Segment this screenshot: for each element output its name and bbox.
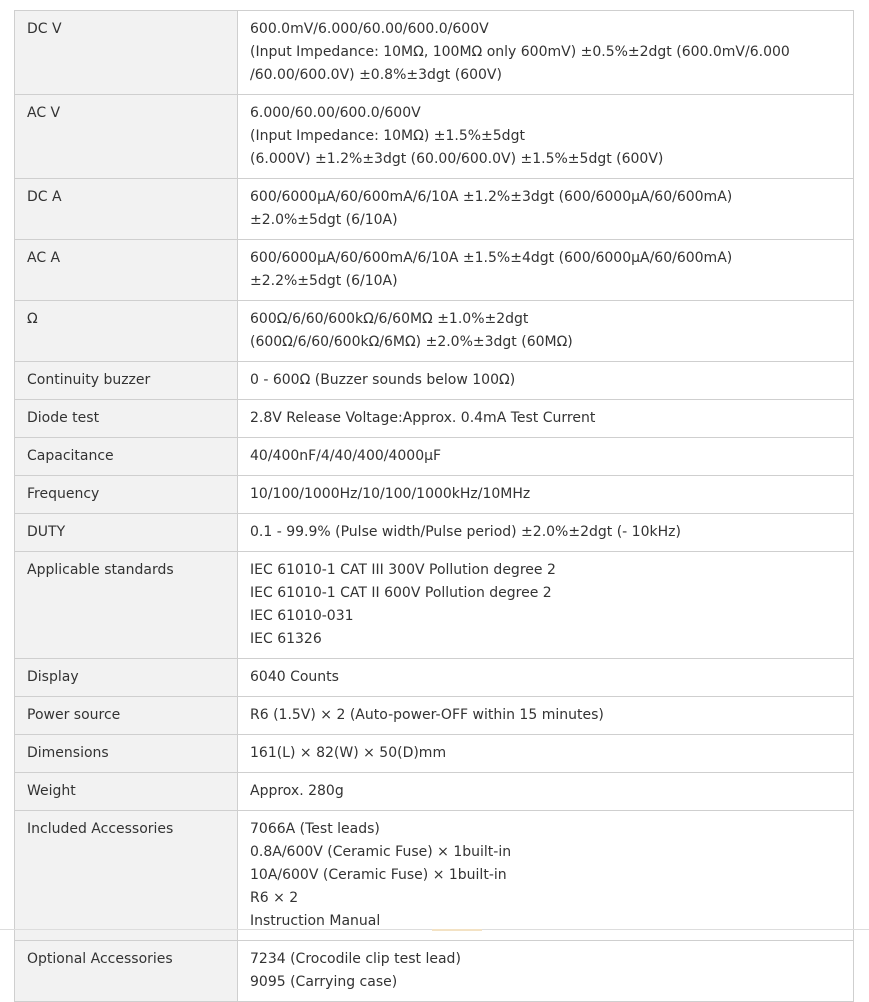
spec-row (15, 773, 854, 811)
spec-value-line: IEC 61010-1 CAT III 300V Pollution degree 2 (250, 562, 556, 578)
spec-label-cell (15, 95, 238, 179)
spec-value-line: IEC 61010-1 CAT II 600V Pollution degree 2 (250, 585, 552, 601)
spec-value-line: IEC 61010-031 (250, 608, 354, 624)
spec-value-cell (238, 659, 854, 697)
spec-value-line: 0.1 - 99.9% (Pulse width/Pulse period) ±2.0%±2dgt (- 10kHz) (250, 524, 681, 540)
spec-label-cell (15, 773, 238, 811)
spec-value-line: 7066A (Test leads) (250, 821, 380, 837)
spec-label: DC V (27, 21, 62, 37)
specifications-table (14, 10, 854, 1002)
spec-value-cell (238, 438, 854, 476)
spec-value-line: Instruction Manual (250, 913, 381, 929)
spec-value-cell (238, 301, 854, 362)
spec-value-line: 6.000/60.00/600.0/600V (250, 105, 421, 121)
spec-row (15, 11, 854, 95)
spec-row (15, 179, 854, 240)
spec-value-line: 600Ω/6/60/600kΩ/6/60MΩ ±1.0%±2dgt (250, 311, 529, 327)
spec-value-cell (238, 773, 854, 811)
spec-label-cell (15, 301, 238, 362)
spec-row (15, 941, 854, 1002)
spec-value-line: ±2.0%±5dgt (6/10A) (250, 212, 398, 228)
spec-label: Ω (27, 311, 38, 327)
spec-label: Capacitance (27, 448, 114, 464)
spec-label-cell (15, 941, 238, 1002)
spec-label: Power source (27, 707, 121, 723)
spec-value-cell (238, 400, 854, 438)
spec-row (15, 476, 854, 514)
spec-value-cell (238, 697, 854, 735)
spec-value-line: 2.8V Release Voltage:Approx. 0.4mA Test Current (250, 410, 596, 426)
spec-label-cell (15, 400, 238, 438)
page-bottom-divider-accent (432, 929, 482, 931)
spec-label-cell (15, 514, 238, 552)
spec-value-line: Approx. 280g (250, 783, 344, 799)
spec-label-cell (15, 11, 238, 95)
spec-value-line: 161(L) × 82(W) × 50(D)mm (250, 745, 447, 761)
spec-row (15, 552, 854, 659)
spec-label: Frequency (27, 486, 100, 502)
spec-value-cell (238, 11, 854, 95)
spec-label-cell (15, 697, 238, 735)
spec-label-cell (15, 438, 238, 476)
spec-label: Weight (27, 783, 76, 799)
spec-value-line: IEC 61326 (250, 631, 322, 647)
spec-label: DC A (27, 189, 62, 205)
spec-label: Dimensions (27, 745, 109, 761)
spec-value-line: 6040 Counts (250, 669, 339, 685)
spec-label: Included Accessories (27, 821, 174, 837)
spec-value-cell (238, 476, 854, 514)
spec-value-line: 600/6000μA/60/600mA/6/10A ±1.2%±3dgt (600/6000μA/60/600mA) (250, 189, 733, 205)
spec-row (15, 697, 854, 735)
spec-value-cell (238, 552, 854, 659)
spec-label-cell (15, 552, 238, 659)
spec-value-line: ±2.2%±5dgt (6/10A) (250, 273, 398, 289)
spec-label: DUTY (27, 524, 66, 540)
spec-value-line: 10/100/1000Hz/10/100/1000kHz/10MHz (250, 486, 531, 502)
spec-label: Continuity buzzer (27, 372, 151, 388)
spec-label: Optional Accessories (27, 951, 173, 967)
spec-value-line: (6.000V) ±1.2%±3dgt (60.00/600.0V) ±1.5%±5dgt (600V) (250, 151, 664, 167)
spec-label: Display (27, 669, 79, 685)
spec-value-cell (238, 811, 854, 941)
spec-label-cell (15, 811, 238, 941)
spec-value-cell (238, 362, 854, 400)
spec-value-line: (Input Impedance: 10MΩ) ±1.5%±5dgt (250, 128, 525, 144)
spec-row (15, 514, 854, 552)
spec-row (15, 240, 854, 301)
spec-label-cell (15, 735, 238, 773)
spec-value-cell (238, 240, 854, 301)
spec-label-cell (15, 476, 238, 514)
spec-label: AC V (27, 105, 61, 121)
spec-value-line: 9095 (Carrying case) (250, 974, 398, 990)
spec-label: AC A (27, 250, 61, 266)
spec-value-cell (238, 735, 854, 773)
spec-value-line: 10A/600V (Ceramic Fuse) × 1built-in (250, 867, 507, 883)
spec-row (15, 659, 854, 697)
spec-value-cell (238, 95, 854, 179)
spec-value-line: (600Ω/6/60/600kΩ/6MΩ) ±2.0%±3dgt (60MΩ) (250, 334, 573, 350)
spec-value-line: 600.0mV/6.000/60.00/600.0/600V (250, 21, 489, 37)
spec-value-line: 40/400nF/4/40/400/4000μF (250, 448, 442, 464)
spec-value-line: 0 - 600Ω (Buzzer sounds below 100Ω) (250, 372, 516, 388)
spec-label-cell (15, 362, 238, 400)
spec-row (15, 95, 854, 179)
spec-row (15, 735, 854, 773)
specifications-table-body (15, 11, 854, 1002)
spec-label-cell (15, 179, 238, 240)
spec-row (15, 438, 854, 476)
spec-row (15, 301, 854, 362)
spec-value-line: (Input Impedance: 10MΩ, 100MΩ only 600mV) ±0.5%±2dgt (600.0mV/6.000 (250, 44, 790, 60)
spec-label-cell (15, 659, 238, 697)
spec-value-cell (238, 514, 854, 552)
spec-row (15, 811, 854, 941)
spec-value-cell (238, 941, 854, 1002)
spec-value-line: 0.8A/600V (Ceramic Fuse) × 1built-in (250, 844, 512, 860)
spec-value-line: R6 (1.5V) × 2 (Auto-power-OFF within 15 minutes) (250, 707, 604, 723)
spec-value-cell (238, 179, 854, 240)
spec-value-line: /60.00/600.0V) ±0.8%±3dgt (600V) (250, 67, 502, 83)
spec-label: Applicable standards (27, 562, 174, 578)
spec-label-cell (15, 240, 238, 301)
spec-label: Diode test (27, 410, 100, 426)
spec-value-line: R6 × 2 (250, 890, 299, 906)
spec-row (15, 362, 854, 400)
spec-value-line: 7234 (Crocodile clip test lead) (250, 951, 461, 967)
spec-row (15, 400, 854, 438)
spec-value-line: 600/6000μA/60/600mA/6/10A ±1.5%±4dgt (600/6000μA/60/600mA) (250, 250, 733, 266)
